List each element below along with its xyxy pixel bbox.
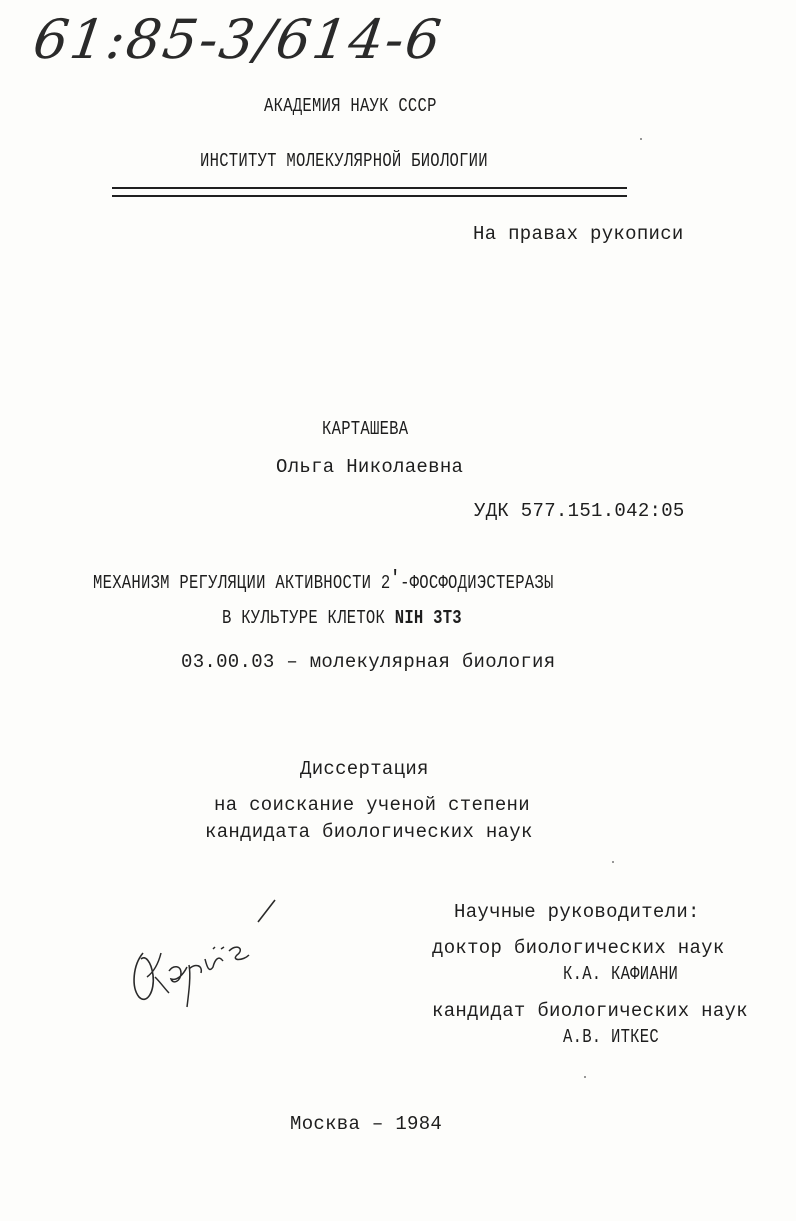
udk-code: УДК 577.151.042:05 [474, 500, 685, 522]
header-rule-top [112, 187, 627, 189]
supervisors-heading: Научные руководители: [454, 901, 700, 923]
rights-notice: На правах рукописи [473, 223, 684, 245]
dissertation-title-line2 [222, 607, 462, 629]
title-line1-part1: МЕХАНИЗМ РЕГУЛЯЦИИ АКТИВНОСТИ 2 [93, 572, 391, 594]
paper-speck [612, 861, 614, 863]
supervisor2-degree: кандидат биологических наук [432, 1000, 748, 1022]
dissertation-title-line1 [93, 567, 554, 594]
specialty: 03.00.03 – молекулярная биология [181, 651, 556, 673]
dissertation-label: Диссертация [300, 758, 429, 780]
paper-speck [640, 138, 642, 140]
handwritten-code: 61:85-3/614-6 [29, 8, 447, 71]
author-given-names: Ольга Николаевна [276, 456, 464, 478]
title-line1-part2: -ФОСФОДИЭСТЕРАЗЫ [400, 572, 554, 594]
supervisor1-degree: доктор биологических наук [432, 937, 725, 959]
dissertation-degree-line: на соискание ученой степени [214, 794, 530, 816]
supervisor2-name: А.В. ИТКЕС [563, 1026, 659, 1048]
title-prime: ' [390, 567, 401, 589]
institute-heading: ИНСТИТУТ МОЛЕКУЛЯРНОЙ БИОЛОГИИ [200, 150, 488, 172]
city-year: Москва – 1984 [290, 1113, 443, 1135]
author-surname: КАРТАШЕВА [322, 418, 409, 440]
dissertation-field-line: кандидата биологических наук [205, 821, 533, 843]
title-line2-part1: В КУЛЬТУРЕ КЛЕТОК [222, 607, 386, 629]
handwritten-signature [125, 895, 285, 1015]
academy-heading: АКАДЕМИЯ НАУК СССР [264, 95, 437, 117]
header-rule-bottom [112, 195, 627, 197]
supervisor1-name: К.А. КАФИАНИ [563, 963, 679, 985]
title-line2-part2: NIH 3T3 [394, 607, 462, 629]
paper-speck [584, 1076, 586, 1078]
